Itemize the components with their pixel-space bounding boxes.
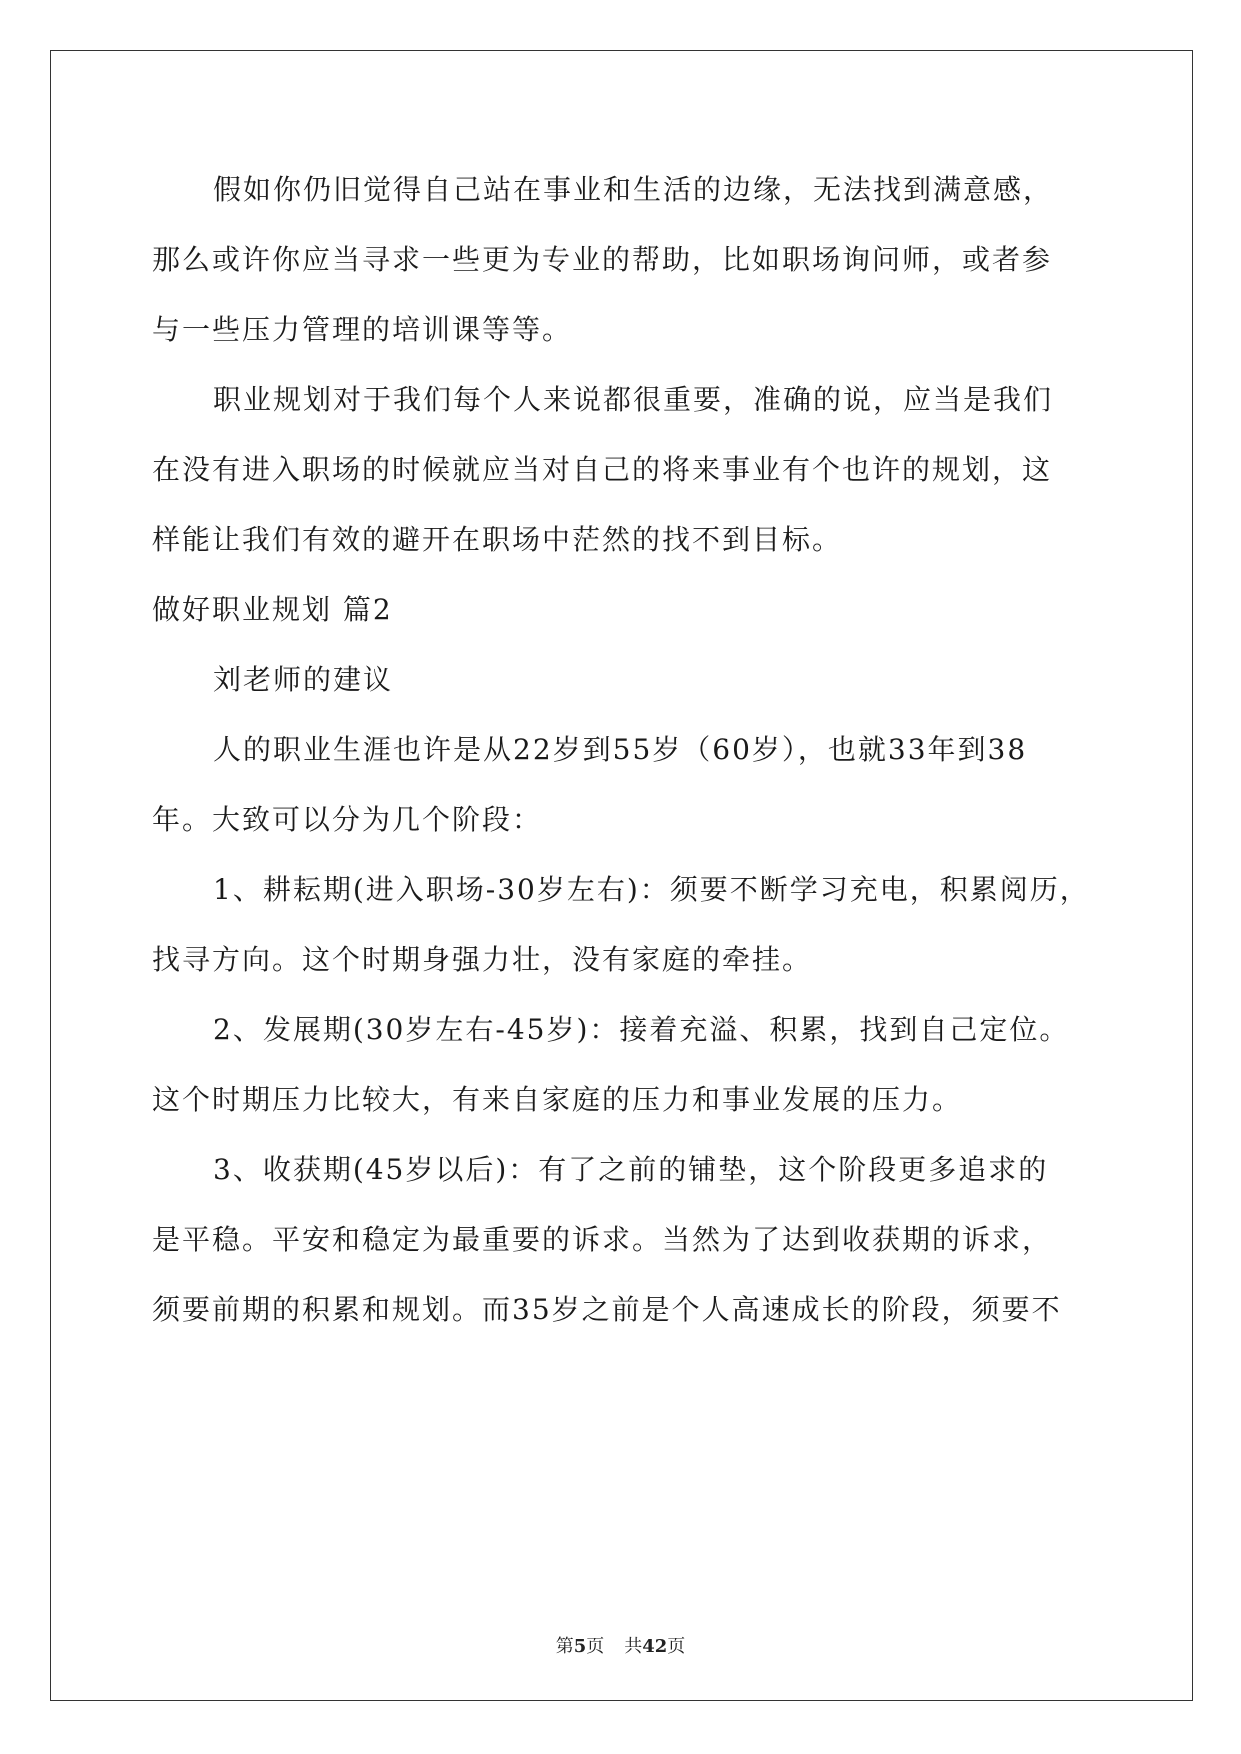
footer-page-unit: 页 xyxy=(586,1636,605,1657)
footer-total-prefix: 共 xyxy=(624,1636,643,1657)
paragraph-line: 年。大致可以分为几个阶段： xyxy=(152,803,543,836)
paragraph-line: 找寻方向。这个时期身强力壮，没有家庭的牵挂。 xyxy=(152,943,813,976)
page-footer xyxy=(0,1632,1241,1658)
paragraph-line: 假如你仍旧觉得自己站在事业和生活的边缘，无法找到满意感， xyxy=(213,173,1054,206)
paragraph-line: 2、发展期(30岁左右-45岁)：接着充溢、积累，找到自己定位。 xyxy=(213,1013,1070,1046)
paragraph-line: 在没有进入职场的时候就应当对自己的将来事业有个也许的规划，这 xyxy=(152,453,1053,486)
total-pages-number: 42 xyxy=(642,1636,668,1657)
subheading: 刘老师的建议 xyxy=(213,663,394,696)
paragraph-line: 这个时期压力比较大，有来自家庭的压力和事业发展的压力。 xyxy=(152,1083,963,1116)
paragraph-line: 3、收获期(45岁以后)：有了之前的铺垫，这个阶段更多追求的 xyxy=(213,1153,1049,1186)
current-page-number: 5 xyxy=(573,1636,587,1657)
paragraph-line: 是平稳。平安和稳定为最重要的诉求。当然为了达到收获期的诉求， xyxy=(152,1223,1053,1256)
paragraph-line: 与一些压力管理的培训课等等。 xyxy=(152,313,573,346)
paragraph-line: 1、耕耘期(进入职场-30岁左右)：须要不断学习充电，积累阅历， xyxy=(213,873,1090,906)
paragraph-line: 职业规划对于我们每个人来说都很重要，准确的说，应当是我们 xyxy=(213,383,1054,416)
paragraph-line: 人的职业生涯也许是从22岁到55岁（60岁），也就33年到38 xyxy=(213,733,1028,766)
paragraph-line: 须要前期的积累和规划。而35岁之前是个人高速成长的阶段，须要不 xyxy=(152,1293,1062,1326)
document-body xyxy=(152,155,1092,1345)
paragraph-line: 那么或许你应当寻求一些更为专业的帮助，比如职场询问师，或者参 xyxy=(152,243,1053,276)
paragraph-line: 样能让我们有效的避开在职场中茫然的找不到目标。 xyxy=(152,523,843,556)
footer-prefix: 第 xyxy=(555,1636,574,1657)
section-heading: 做好职业规划 篇2 xyxy=(152,593,393,626)
footer-total-unit: 页 xyxy=(667,1636,686,1657)
